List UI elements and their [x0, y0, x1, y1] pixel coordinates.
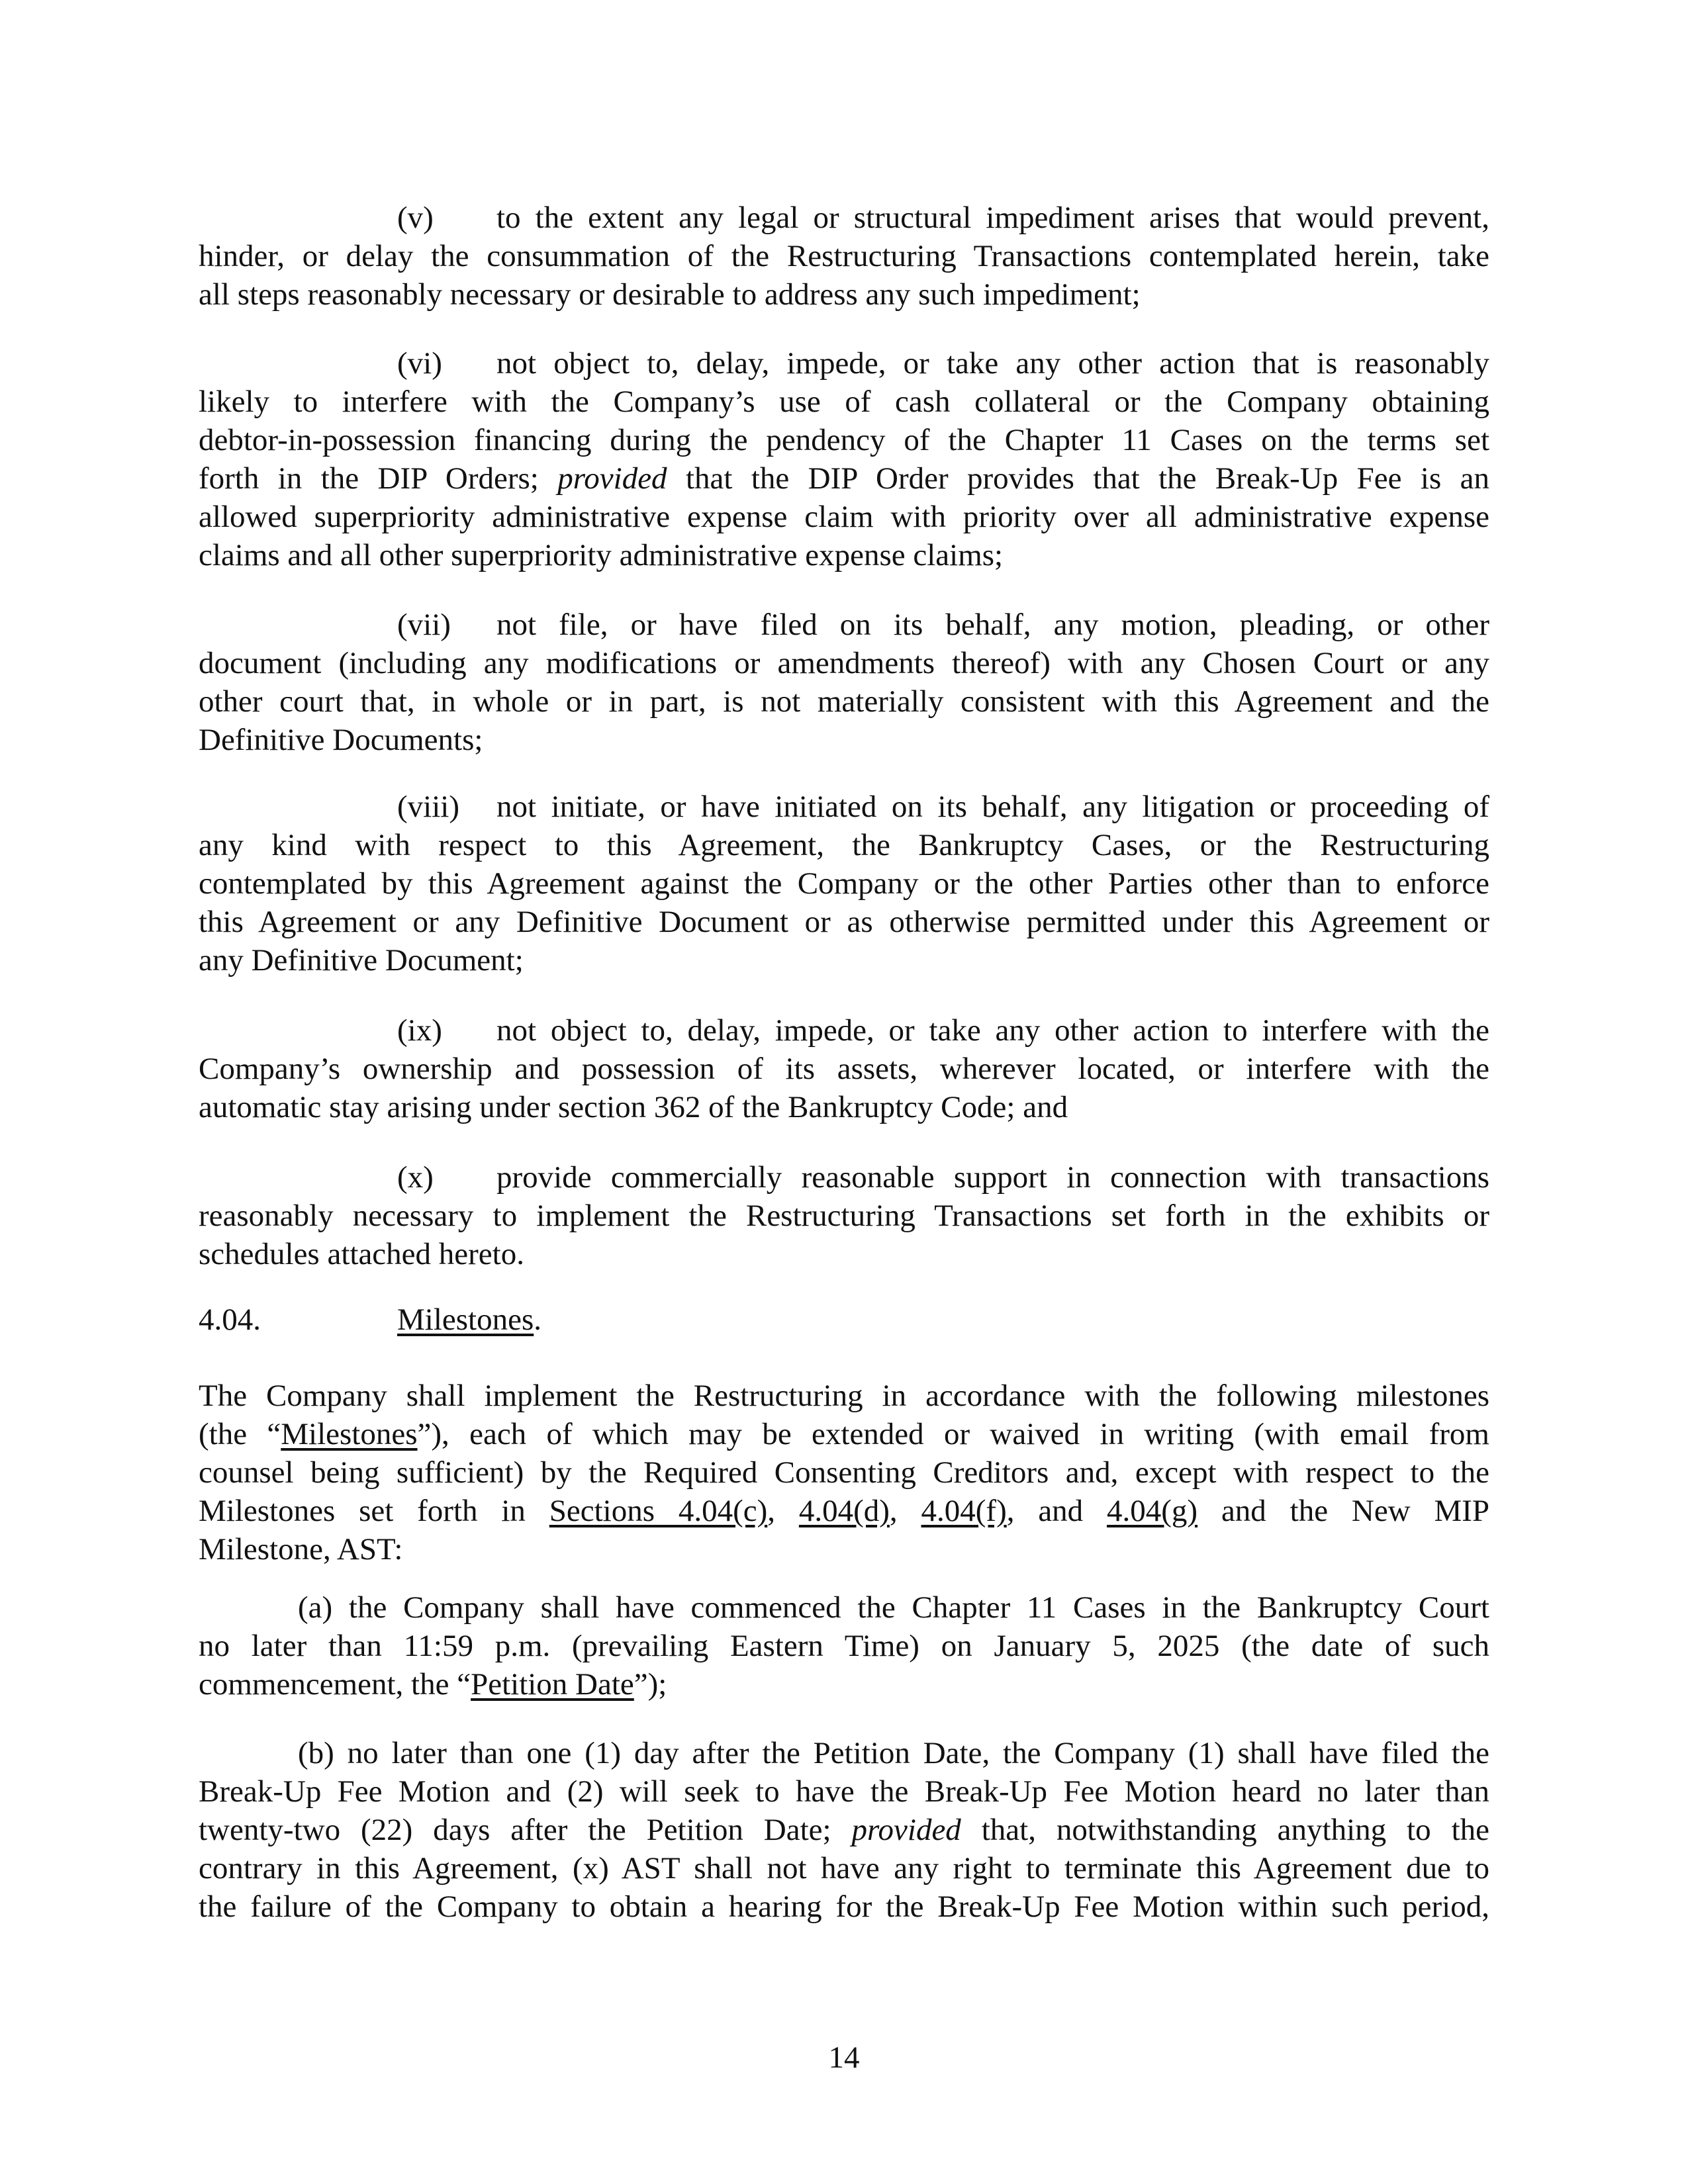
defined-term: Milestones	[281, 1417, 418, 1451]
section-reference: 4.04(d)	[798, 1494, 890, 1528]
clause-vi	[199, 344, 1489, 574]
defined-term: Petition Date	[471, 1667, 634, 1702]
clause-viii-line-5: any Definitive Document;	[199, 943, 524, 978]
milestones-intro-line-4: Milestones set forth in Sections 4.04(c), 4.04(d), 4.04(f), and 4.04(g) and the New MIP	[199, 1494, 1490, 1528]
milestones-intro-line-1: The Company shall implement the Restructuring in accordance with the following milestones	[199, 1379, 1489, 1413]
clause-vi-line-6: claims and all other superpriority administrative expense claims;	[199, 538, 1004, 572]
milestone-b-line-5: the failure of the Company to obtain a hearing for the Break-Up Fee Motion within such period,	[199, 1889, 1489, 1924]
clause-viii-line-4: this Agreement or any Definitive Document or as otherwise permitted under this Agreement or	[199, 905, 1489, 939]
milestone-a-line-1: (a) the Company shall have commenced the Chapter 11 Cases in the Bankruptcy Court	[298, 1590, 1489, 1625]
section-reference: 4.04(f)	[921, 1494, 1007, 1528]
milestone-b	[199, 1734, 1489, 1926]
clause-v-line-1: (v) to the extent any legal or structural impediment arises that would prevent,	[199, 199, 1489, 237]
section-reference: Sections 4.04(c)	[549, 1494, 768, 1528]
clause-number: (x)	[397, 1160, 434, 1195]
milestone-b-line-2: Break-Up Fee Motion and (2) will seek to have the Break-Up Fee Motion heard no later than	[199, 1774, 1489, 1809]
clause-v	[199, 199, 1489, 314]
clause-vi-line-1: (vi) not object to, delay, impede, or take any other action that is reasonably	[199, 344, 1489, 383]
clause-ix-line-1: (ix) not object to, delay, impede, or take any other action to interfere with the	[199, 1011, 1489, 1050]
section-number: 4.04.	[199, 1302, 261, 1337]
clause-viii-line-1: (viii) not initiate, or have initiated on its behalf, any litigation or proceeding of	[199, 788, 1489, 826]
clause-vii-line-4: Definitive Documents;	[199, 723, 483, 757]
italic-term: provided	[557, 461, 667, 496]
clause-vii	[199, 606, 1489, 759]
clause-number: (viii)	[397, 790, 459, 824]
milestone-a	[199, 1588, 1489, 1704]
milestones-intro-line-5: Milestone, AST:	[199, 1532, 403, 1567]
milestone-b-line-4: contrary in this Agreement, (x) AST shall not have any right to terminate this Agreement due to	[199, 1851, 1489, 1886]
milestones-intro	[199, 1377, 1489, 1569]
clause-vii-line-3: other court that, in whole or in part, is not materially consistent with this Agreement and the	[199, 684, 1489, 719]
milestones-intro-line-2: (the “Milestones”), each of which may be extended or waived in writing (with email from	[199, 1417, 1489, 1451]
clause-x-line-2: reasonably necessary to implement the Restructuring Transactions set forth in the exhibits or	[199, 1199, 1489, 1233]
clause-x-line-1: (x) provide commercially reasonable support in connection with transactions	[199, 1158, 1489, 1197]
italic-term: provided	[851, 1813, 961, 1847]
clause-vi-line-4: forth in the DIP Orders; provided that the DIP Order provides that the Break-Up Fee is an	[199, 461, 1489, 496]
clause-vii-line-1: (vii) not file, or have filed on its behalf, any motion, pleading, or other	[199, 606, 1489, 644]
clause-ix-line-3: automatic stay arising under section 362 of the Bankruptcy Code; and	[199, 1090, 1068, 1124]
clause-number: (ix)	[397, 1013, 442, 1048]
clause-viii-line-2: any kind with respect to this Agreement, the Bankruptcy Cases, or the Restructuring	[199, 828, 1489, 862]
clause-x	[199, 1158, 1489, 1273]
clause-vi-line-5: allowed superpriority administrative expense claim with priority over all administrative expense	[199, 500, 1489, 534]
milestones-intro-line-3: counsel being sufficient) by the Required Consenting Creditors and, except with respect to the	[199, 1455, 1489, 1490]
clause-number: (vi)	[397, 346, 442, 381]
milestone-b-line-1: (b) no later than one (1) day after the Petition Date, the Company (1) shall have filed the	[298, 1736, 1489, 1770]
milestone-a-line-2: no later than 11:59 p.m. (prevailing Eastern Time) on January 5, 2025 (the date of such	[199, 1629, 1489, 1663]
clause-ix-line-2: Company’s ownership and possession of its assets, wherever located, or interfere with the	[199, 1052, 1489, 1086]
section-reference: 4.04(g)	[1107, 1494, 1198, 1528]
clause-ix	[199, 1011, 1489, 1126]
clause-viii-line-3: contemplated by this Agreement against the Company or the other Parties other than to enforce	[199, 866, 1489, 901]
milestone-b-line-3: twenty-two (22) days after the Petition Date; provided that, notwithstanding anything to the	[199, 1813, 1489, 1847]
clause-viii	[199, 788, 1489, 979]
section-heading-404: 4.04. Milestones.	[199, 1300, 541, 1339]
clause-number: (vii)	[397, 608, 451, 642]
clause-vi-line-2: likely to interfere with the Company’s use of cash collateral or the Company obtaining	[199, 385, 1489, 419]
page-number: 14	[828, 2040, 860, 2075]
milestone-a-line-3: commencement, the “Petition Date”);	[199, 1667, 667, 1702]
clause-vii-line-2: document (including any modifications or amendments thereof) with any Chosen Court or any	[199, 646, 1489, 680]
clause-v-line-2: hinder, or delay the consummation of the Restructuring Transactions contemplated herein, take	[199, 239, 1489, 273]
clause-number: (v)	[397, 201, 434, 235]
section-title: Milestones	[397, 1302, 534, 1337]
clause-vi-line-3: debtor-in-possession financing during the pendency of the Chapter 11 Cases on the terms set	[199, 423, 1489, 457]
clause-x-line-3: schedules attached hereto.	[199, 1237, 524, 1271]
clause-v-line-3: all steps reasonably necessary or desirable to address any such impediment;	[199, 277, 1141, 312]
